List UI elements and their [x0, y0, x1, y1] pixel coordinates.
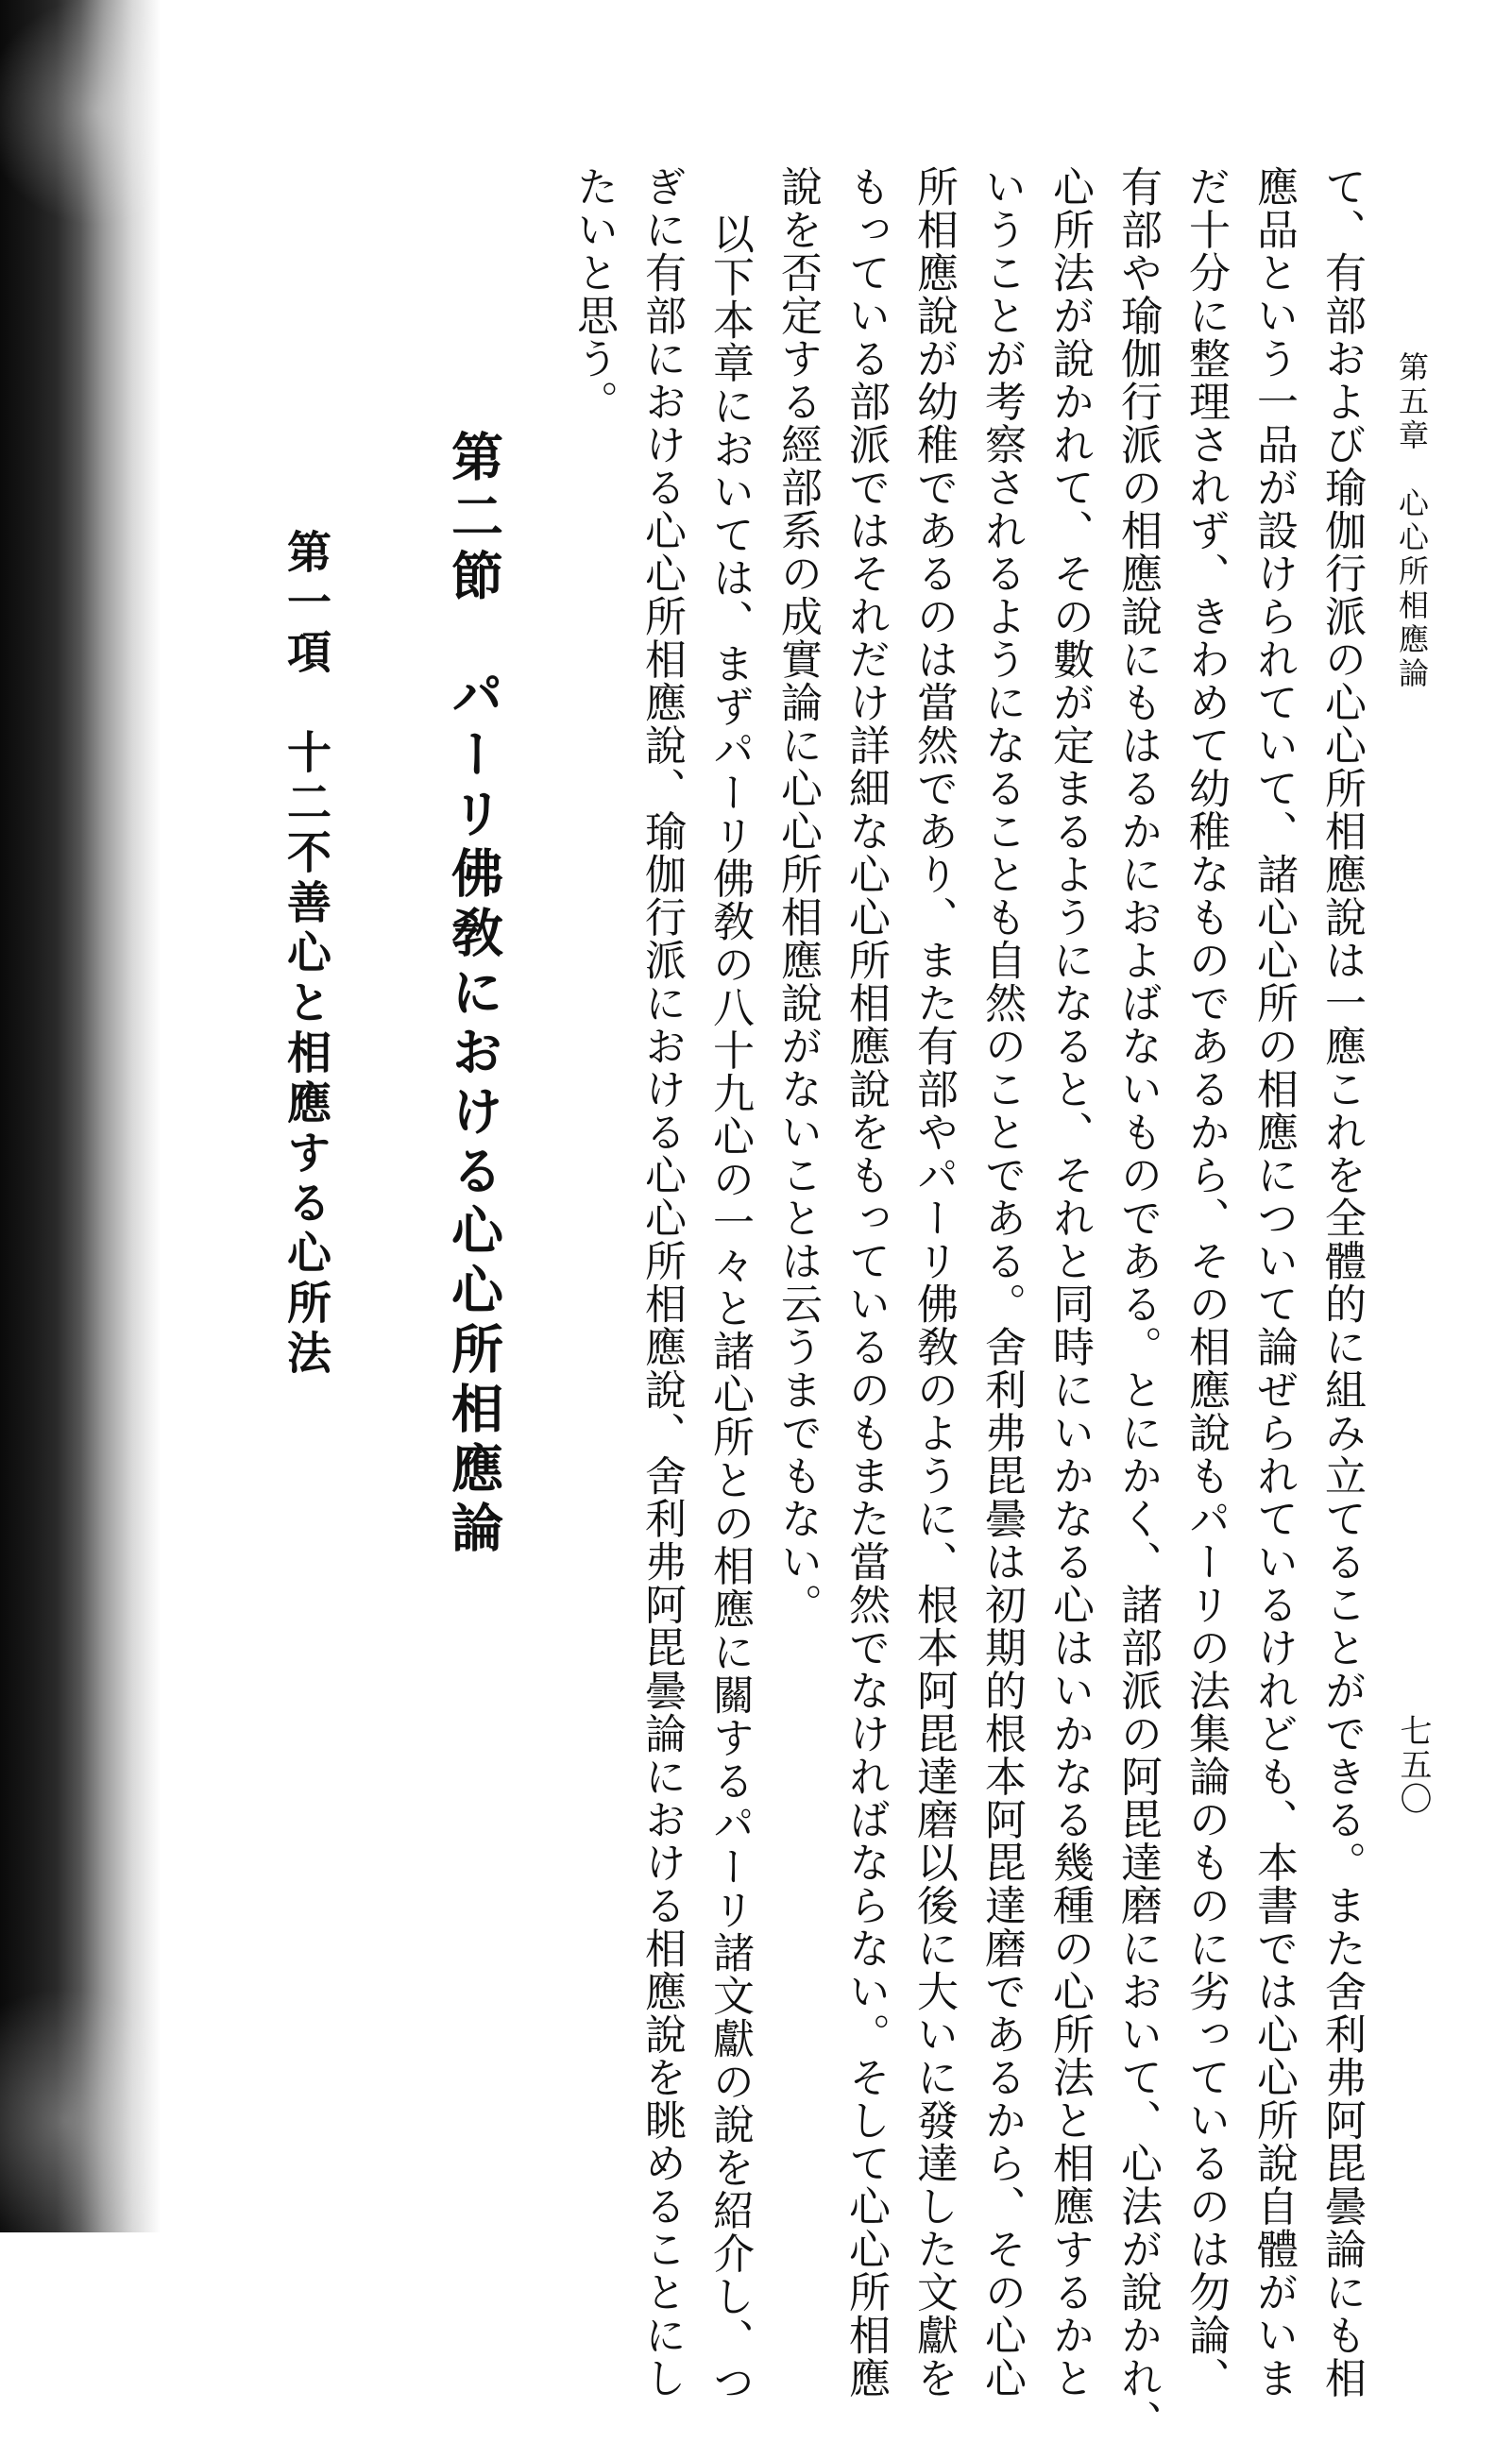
running-header: 第五章 心心所相應論: [1394, 351, 1430, 691]
body-line: 心所法が說かれて、その數が定まるようになると、それと同時にいかなる心はいかなる幾種の心所法と相應するかと: [1045, 165, 1094, 2400]
body-line: ぎに有部における心心所相應說、瑜伽行派における心心所相應說、舍利弗阿毘曇論における相應說を眺めることにし: [637, 165, 686, 2400]
body-line: 所相應說が幼稚であるのは當然であり、また有部やパーリ佛敎のように、根本阿毘達磨以後に大いに發達した文獻を: [909, 165, 958, 2400]
page-number: 七五〇: [1394, 1714, 1432, 1816]
body-line: 以下本章においては、まずパーリ佛敎の八十九心の一々と諸心所との相應に關するパーリ諸文獻の說を紹介し、つ: [705, 212, 754, 2404]
body-line: 說を否定する經部系の成實論に心心所相應說がないことは云うまでもない。: [773, 165, 822, 1626]
body-line: だ十分に整理されず、きわめて幼稚なものであるから、その相應說もパーリの法集論のものに劣っているのは勿論、: [1181, 165, 1230, 2400]
body-line: いうことが考察されるようになることも自然のことである。舍利弗毘曇は初期的根本阿毘達磨であるから、その心心: [977, 165, 1026, 2400]
body-line: たいと思う。: [569, 165, 618, 423]
body-line: 應品という一品が設けられていて、諸心心所の相應について論ぜられているけれども、本書では心心所說自體がいま: [1249, 165, 1298, 2400]
body-line: もっている部派ではそれだけ詳細な心心所相應說をもっているのもまた當然でなければならない。そして心心所相應: [841, 165, 890, 2400]
subsection-heading: 第一項 十二不善心と相應する心所法: [280, 529, 331, 1380]
section-heading: 第二節 パーリ佛敎における心心所相應論: [443, 430, 504, 1560]
body-line: て、有部および瑜伽行派の心心所相應說は一應これを全體的に組み立てることができる。また舍利弗阿毘曇論にも相: [1317, 165, 1366, 2400]
body-line: 有部や瑜伽行派の相應說にもはるかにおよばないものである。とにかく、諸部派の阿毘達磨において、心法が說かれ、: [1113, 165, 1162, 2443]
scan-gutter-shadow: [0, 0, 161, 2232]
